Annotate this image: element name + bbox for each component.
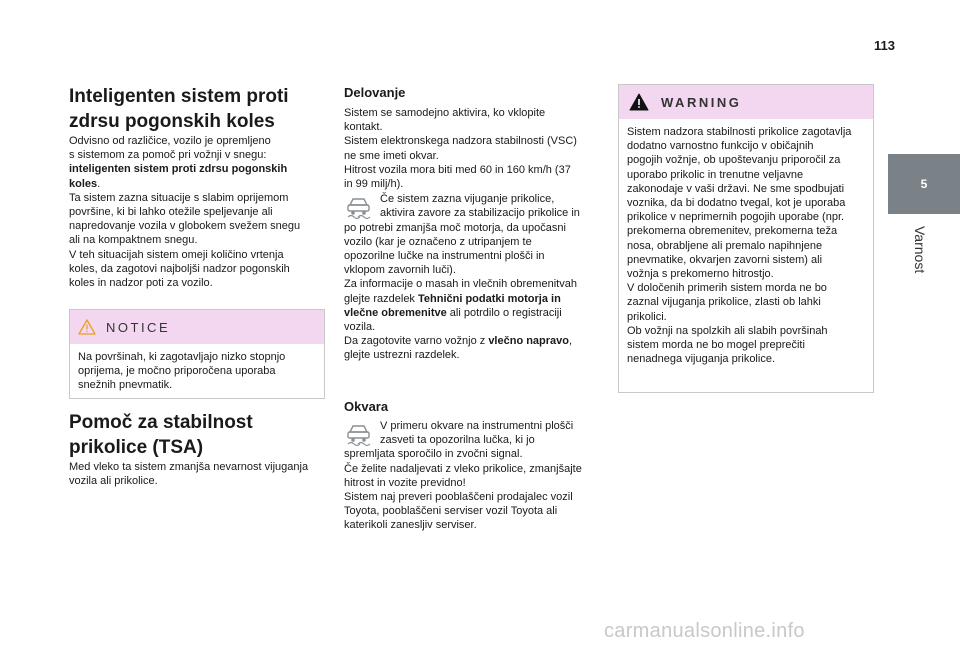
text-line-bold: koles <box>69 177 98 190</box>
warning-text <box>627 125 865 366</box>
warning-header <box>619 85 873 119</box>
text-line: ne sme imeti okvar. <box>344 149 439 162</box>
warning-line: nosa, obrabljene ali premalo napihnjene <box>627 239 823 252</box>
text-line: koles, da zagotovi najboljši nadzor pogonskih <box>69 262 290 275</box>
page-number: 113 <box>874 38 895 53</box>
text-line: kontakt. <box>344 121 383 134</box>
notice-body <box>70 344 324 399</box>
text-line: vklopom zavornih luči). <box>344 264 456 277</box>
intro-paragraph <box>69 134 331 290</box>
warning-line: zaznal vijuganja prikolice, zlasti ob lahki <box>627 296 821 309</box>
indicator-row <box>344 419 606 447</box>
text-line: glejte razdelek <box>344 292 418 305</box>
warning-line: pogojih vožnje, ob upoštevanju priporočil za <box>627 154 841 167</box>
warning-line: prikolici. <box>627 310 667 323</box>
text-line: vozila. <box>344 321 376 334</box>
tsa-intro-paragraph <box>69 460 331 488</box>
text-line: s sistemom za pomoč pri vožnji v snegu: <box>69 149 267 162</box>
text-line: ali potrdilo o registraciji <box>446 306 562 319</box>
warning-triangle-outline-icon <box>78 319 96 335</box>
text-line: koles in nadzor poti za vozilo. <box>69 277 213 290</box>
malfunction-paragraph <box>344 419 606 533</box>
heading-line: prikolice (TSA) <box>69 437 204 458</box>
text-line: hitrost in vozite previdno! <box>344 476 466 489</box>
text-line: Za informacije o masah in vlečnih obremenitvah <box>344 278 577 291</box>
text-bold: vlečno napravo <box>488 335 570 348</box>
text-line: Ta sistem zazna situacije s slabim oprijemom <box>69 191 289 204</box>
watermark: carmanualsonline.info <box>604 620 805 642</box>
subheading-malfunction: Okvara <box>344 399 389 414</box>
text-line: površine, ki bi lahko otežile speljevanje ali <box>69 206 273 219</box>
warning-line: V določenih primerih sistem morda ne bo <box>627 282 827 295</box>
warning-line: nenadnega vijuganja prikolice. <box>627 353 775 366</box>
text-line: snežnih pnevmatik. <box>78 379 173 392</box>
text-line: katerikoli zanesljiv serviser. <box>344 519 477 532</box>
text-line: napredovanje vozila v globokem svežem snegu <box>69 220 301 233</box>
text-bold: Tehnični podatki motorja in <box>418 292 561 305</box>
heading-intelligent-traction <box>69 84 327 134</box>
text-line: in 99 milj/h). <box>344 178 404 191</box>
warning-line: sistem morda ne bo mogel preprečiti <box>627 339 805 352</box>
notice-title: NOTICE <box>106 319 171 335</box>
text-line: glejte ustrezni razdelek. <box>344 349 460 362</box>
text-line: Če sistem zazna vijuganje prikolice, <box>380 193 555 206</box>
text-line: Sistem se samodejno aktivira, ko vklopite <box>344 107 546 119</box>
text-line: Med vleko ta sistem zmanjša nevarnost vijuganja <box>69 461 309 473</box>
text-line: opozorilne lučke na instrumentni plošči in <box>344 250 545 263</box>
warning-line: prekomerna obremenitev, prekomerna teža <box>627 225 838 238</box>
chapter-tab[interactable]: 5 <box>888 154 960 214</box>
warning-body <box>619 119 873 372</box>
text-line-bold: inteligenten sistem proti zdrsu pogonskih <box>69 163 288 176</box>
text-line: vozilo (kar je označeno z utripanjem te <box>344 235 532 248</box>
text-line: Če želite nadaljevati z vleko prikolice, zmanjšajte <box>344 462 582 475</box>
chapter-label: Varnost <box>912 226 928 274</box>
text-line: Sistem naj preveri pooblaščeni prodajalec vozil <box>344 491 573 504</box>
text-line: aktivira zavore za stabilizacijo prikolice in <box>380 207 580 220</box>
text-line: spremljata sporočilo in zvočni signal. <box>344 448 523 461</box>
text-line: Toyota, pooblaščeni serviser vozil Toyota ali <box>344 505 558 518</box>
warning-line: prikolice v neprimernih pogojih uporabe (npr. <box>627 211 845 224</box>
notice-header <box>70 310 324 344</box>
warning-line: zakonodaje v vaši državi. Ne sme spodbujati <box>627 182 845 195</box>
text-line: Da zagotovite varno vožnjo z <box>344 335 489 348</box>
text-line: Odvisno od različice, vozilo je opremljeno <box>69 135 271 147</box>
skidding-car-icon <box>344 419 374 447</box>
subheading-operation: Delovanje <box>344 85 406 100</box>
heading-line: zdrsu pogonskih koles <box>69 111 275 132</box>
text-line: Hitrost vozila mora biti med 60 in 160 km/h (37 <box>344 163 571 176</box>
text-line: oprijema, je močno priporočena uporaba <box>78 365 276 378</box>
text-line: po potrebi zmanjša moč motorja, da upočasni <box>344 221 566 234</box>
text-line: zasveti ta opozorilna lučka, ki jo <box>380 434 535 447</box>
text-line: ali na kompaktnem snegu. <box>69 234 198 247</box>
warning-line: Ob vožnji na spolzkih ali slabih površinah <box>627 324 828 337</box>
text-line: vozila ali prikolice. <box>69 475 158 488</box>
text-bold: vlečne obremenitve <box>344 306 447 319</box>
warning-line: voznika, da bi dodatno tvegal, kot je uporaba <box>627 197 846 210</box>
skidding-car-icon <box>344 192 374 220</box>
operation-paragraph <box>344 106 606 363</box>
text-line: Sistem elektronskega nadzora stabilnosti (VSC) <box>344 135 577 148</box>
text-punct: , <box>569 335 573 348</box>
warning-line: vožnja s prekomerno hitrostjo. <box>627 268 774 281</box>
heading-trailer-stability <box>69 410 327 460</box>
text-line: V teh situacijah sistem omeji količino vrtenja <box>69 248 284 261</box>
indicator-row <box>344 192 606 220</box>
warning-line: dodatno varnostno funkcijo v običajnih <box>627 140 814 153</box>
heading-line: Inteligenten sistem proti <box>69 86 289 107</box>
warning-line: Sistem nadzora stabilnosti prikolice zagotavlja <box>627 126 852 138</box>
warning-triangle-filled-icon <box>629 93 649 111</box>
notice-box <box>69 309 325 399</box>
heading-line: Pomoč za stabilnost <box>69 412 253 433</box>
warning-line: uporabo prikolic in trenutne veljavne <box>627 168 804 181</box>
warning-line: pnevmatike, okvarjen zavorni sistem) ali <box>627 253 823 266</box>
warning-box <box>618 84 874 393</box>
text-line: Na površinah, ki zagotavljajo nizko stopnjo <box>78 351 286 363</box>
text-punct: . <box>97 177 101 190</box>
text-line: V primeru okvare na instrumentni plošči <box>380 420 574 432</box>
warning-title: WARNING <box>661 94 742 110</box>
